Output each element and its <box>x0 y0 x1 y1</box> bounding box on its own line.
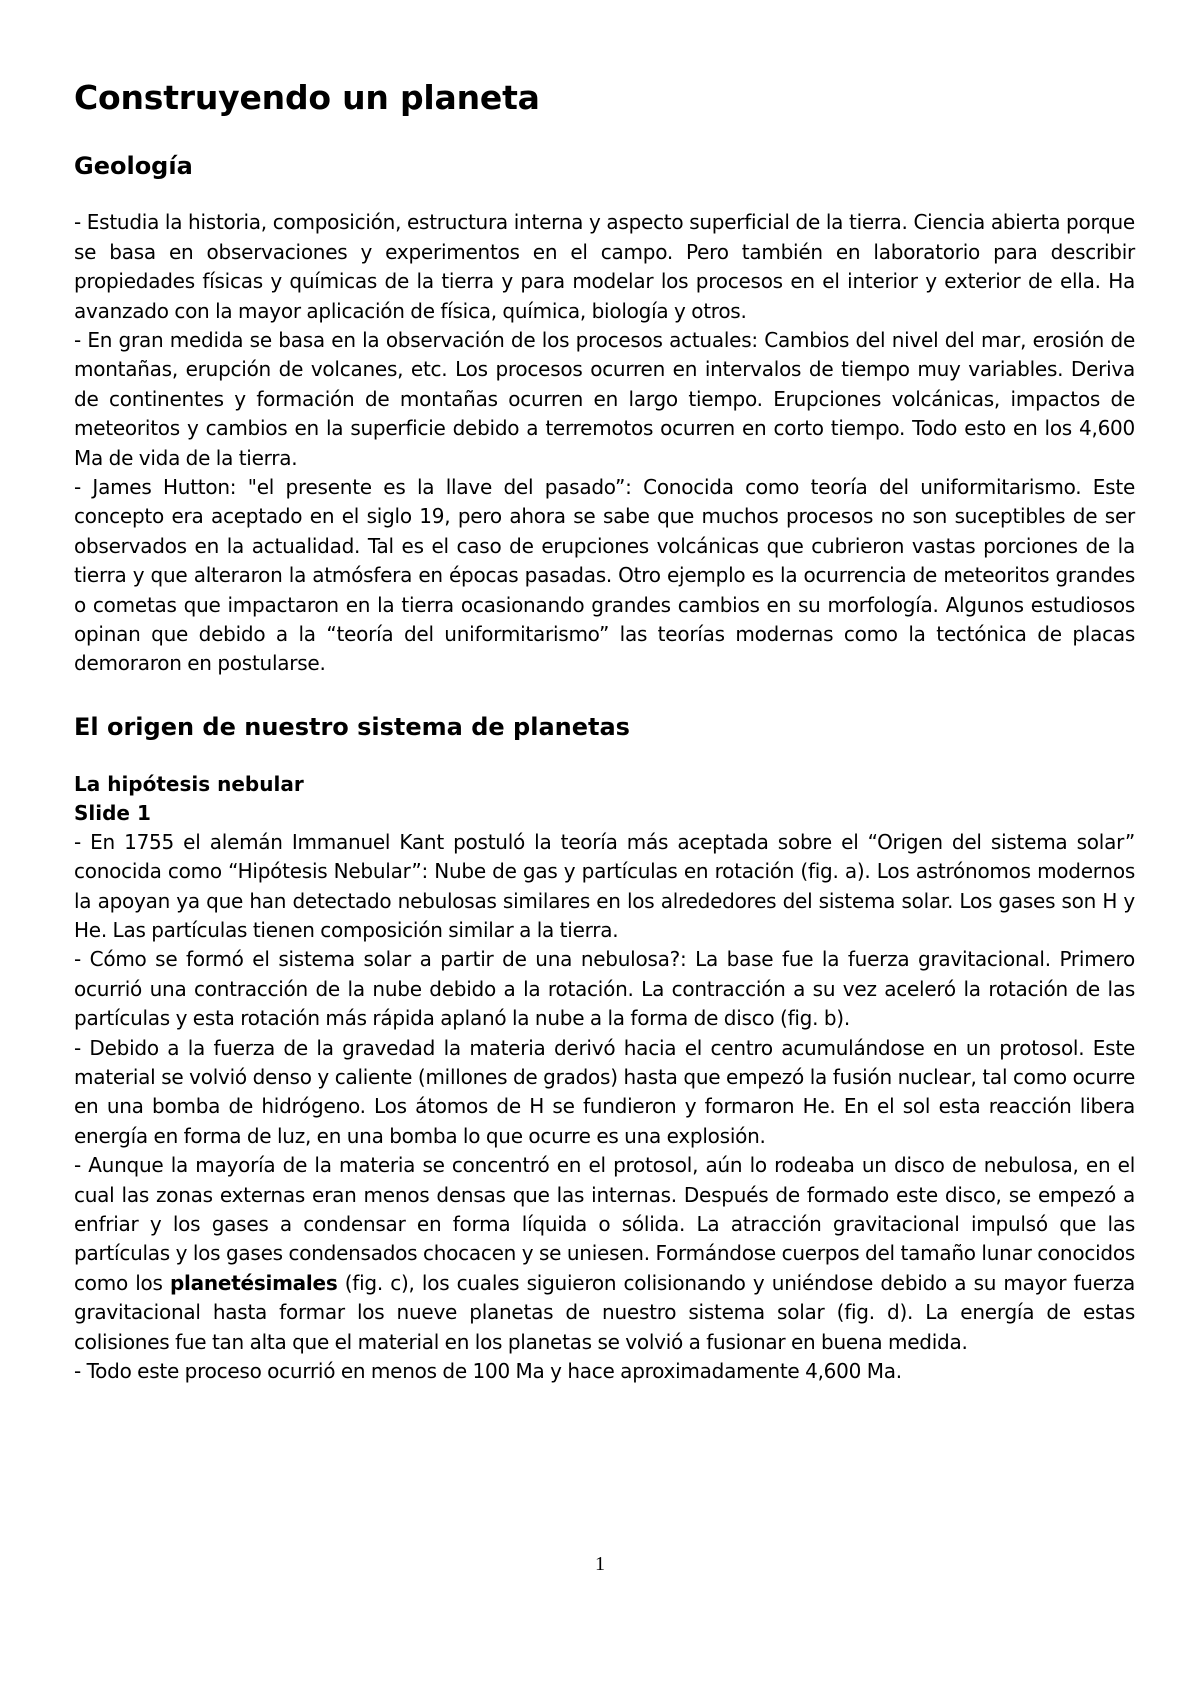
paragraph: - En 1755 el alemán Immanuel Kant postuló la teoría más aceptada sobre el “Origen del sistema solar” conocida como “Hipótesis Nebular”: Nube de gas y partículas en rotación (fig. a). Los astrónomos modernos la apoyan ya que han detectado nebulosas similares en los alrededores del sistema solar. Los gases son H y He. Las partículas tienen composición similar a la tierra. <box>74 829 1135 942</box>
document-title: Construyendo un planeta <box>74 78 540 117</box>
paragraph: - En gran medida se basa en la observación de los procesos actuales: Cambios del nivel del mar, erosión de montañas, erupción de volcanes, etc. Los procesos ocurren en intervalos de tiempo muy variables. Deriva de continentes y formación de montañas ocurren en largo tiempo. Erupciones volcánicas, impactos de meteoritos y cambios en la superficie debido a terremotos ocurren en corto tiempo. Todo esto en los 4,600 Ma de vida de la tierra. <box>74 328 1135 470</box>
paragraph <box>74 1151 1135 1357</box>
paragraph: - Debido a la fuerza de la gravedad la materia derivó hacia el centro acumulándose en un protosol. Este material se volvió denso y caliente (millones de grados) hasta que empezó la fusión nuclear, tal como ocurre en una bomba de hidrógeno. Los átomos de H se fundieron y formaron He. En el sol esta reacción libera energía en forma de luz, en una bomba lo que ocurre es una explosión. <box>74 1035 1135 1148</box>
slide-label: Slide 1 <box>74 800 151 825</box>
subheading-hipotesis-nebular: La hipótesis nebular <box>74 771 304 796</box>
paragraph: - Estudia la historia, composición, estructura interna y aspecto superficial de la tierra. Ciencia abierta porque se basa en observaciones y experimentos en el campo. Pero también en laboratorio para describir propiedades físicas y químicas de la tierra y para modelar los procesos en el interior y exterior de ella. Ha avanzado con la mayor aplicación de física, química, biología y otros. <box>74 210 1135 323</box>
paragraph: - James Hutton: "el presente es la llave del pasado”: Conocida como teoría del uniformitarismo. Este concepto era aceptado en el siglo 19, pero ahora se sabe que muchos procesos no son suceptibles de ser observados en la actualidad. Tal es el caso de erupciones volcánicas que cubrieron vastas porciones de la tierra y que alteraron la atmósfera en épocas pasadas. Otro ejemplo es la ocurrencia de meteoritos grandes o cometas que impactaron en la tierra ocasionando grandes cambios en su morfología. Algunos estudiosos opinan que debido a la “teoría del uniformitarismo” las teorías modernas como la tectónica de placas demoraron en postularse. <box>74 475 1135 676</box>
paragraph: - Cómo se formó el sistema solar a partir de una nebulosa?: La base fue la fuerza gravitacional. Primero ocurrió una contracción de la nube debido a la rotación. La contracción a su vez aceleró la rotación de las partículas y esta rotación más rápida aplanó la nube a la forma de disco (fig. b). <box>74 947 1135 1031</box>
section-heading-origen: El origen de nuestro sistema de planetas <box>74 712 630 741</box>
page-number: 1 <box>595 1553 605 1575</box>
paragraph: - Todo este proceso ocurrió en menos de 100 Ma y hace aproximadamente 4,600 Ma. <box>74 1359 902 1383</box>
section-heading-geologia: Geología <box>74 151 193 180</box>
paragraph-text: - Aunque la mayoría de la materia se concentró en el protosol, aún lo rodeaba un disco de nebulosa, en el cual las zonas externas eran menos densas que las internas. Después de formado este disco, se empezó a enfriar y los gases a condensar en forma líquida o sólida. La atracción gravitacional impulsó que las partículas y los gases condensados chocacen y se uniesen. Formándose cuerpos del tamaño lunar conocidos como los <box>74 1153 1135 1295</box>
bold-term-planetesimales: planetésimales <box>169 1270 338 1295</box>
paragraph-text: (fig. c), los cuales siguieron colisionando y uniéndose debido a su mayor fuerza gravitacional hasta formar los nueve planetas de nuestro sistema solar (fig. d). La energía de estas colisiones fue tan alta que el material en los planetas se volvió a fusionar en buena medida. <box>74 1270 1135 1354</box>
